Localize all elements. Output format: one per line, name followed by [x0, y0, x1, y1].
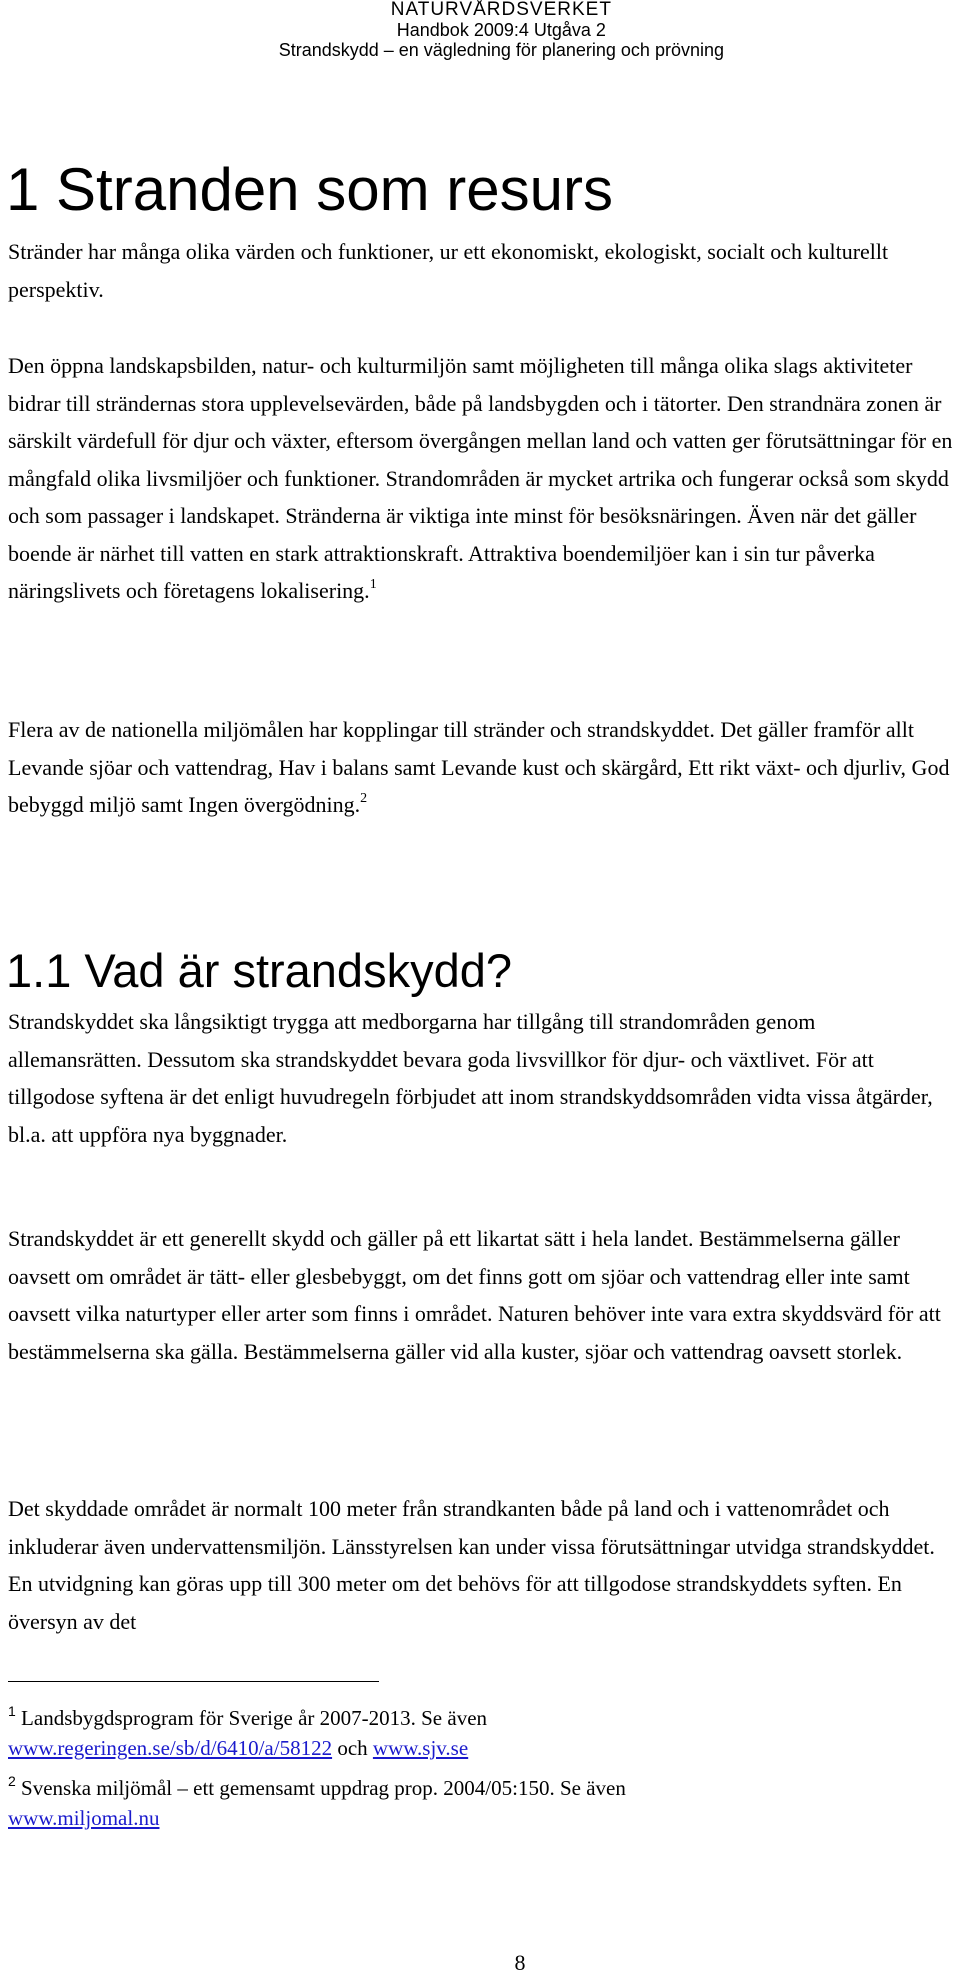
page-header — [279, 0, 724, 60]
chapter-title: 1 Stranden som resurs — [6, 156, 613, 223]
footnote-1-join: och — [332, 1736, 373, 1760]
footnote-1-text: Landsbygdsprogram för Sverige år 2007-2013. Se även — [15, 1706, 488, 1730]
footnote-2-marker: 2 — [8, 1773, 16, 1789]
footnote-1-link-sjv[interactable]: www.sjv.se — [372, 1736, 469, 1760]
chapter-paragraph-2 — [8, 347, 953, 610]
page-number: 8 — [514, 1950, 526, 1975]
footnote-1-marker: 1 — [8, 1703, 16, 1719]
chapter-paragraph-1: Stränder har många olika värden och funktioner, ur ett ekonomiskt, ekologiskt, socialt och kulturellt perspektiv. — [8, 239, 889, 302]
footnote-ref-2[interactable]: 2 — [360, 791, 368, 806]
header-org: NATURVÅRDSVERKET — [390, 0, 612, 20]
footnote-1-link-regeringen[interactable]: www.regeringen.se/sb/d/6410/a/58122 — [8, 1736, 333, 1760]
footnote-2 — [8, 1773, 953, 1833]
paragraph-3-text: Flera av de nationella miljömålen har kopplingar till stränder och strandskyddet. Det gäller framför allt Levande sjöar och vattendrag, Hav i balans samt Levande kust och skärgård, Ett rikt växt- och djurliv, God bebyggd miljö samt Ingen övergödning. — [8, 717, 950, 817]
footnote-separator — [8, 1681, 379, 1682]
section-paragraph-3: Det skyddade området är normalt 100 meter från strandkanten både på land och i vattenområdet och inkluderar även undervattensmiljön. Länsstyrelsen kan under vissa förutsättningar utvidga strandskyddet. En utvidgning kan göras upp till 300 meter om det behövs för att tillgodose strandskyddets syften. En översyn av det — [8, 1496, 935, 1634]
section-paragraph-1: Strandskyddet ska långsiktigt trygga att medborgarna har tillgång till strandområden genom allemansrätten. Dessutom ska strandskyddet bevara goda livsvillkor för djur- och växtlivet. För att tillgodose syftena är det enligt huvudregeln förbjudet att inom strandskyddsområden vidta vissa åtgärder, bl.a. att uppföra nya byggnader. — [8, 1009, 933, 1147]
footnote-ref-1[interactable]: 1 — [369, 577, 377, 592]
footnote-1 — [8, 1703, 953, 1763]
section-title: 1.1 Vad är strandskydd? — [6, 944, 512, 997]
footnote-2-link-miljomal[interactable]: www.miljomal.nu — [8, 1806, 160, 1830]
header-subtitle: Strandskydd – en vägledning för planering och prövning — [278, 40, 724, 60]
chapter-paragraph-3 — [8, 711, 953, 824]
paragraph-2-text: Den öppna landskapsbilden, natur- och kulturmiljön samt möjligheten till många olika slags aktiviteter bidrar till strändernas stora upplevelsevärden, både på landsbygden och i tätorter. Den strandnära zonen är särskilt värdefull för djur och växter, eftersom övergången mellan land och vatten ger förutsättningar för en mångfald olika livsmiljöer och funktioner. Strandområden är mycket artrika och fungerar också som skydd och som passager i landskapet. Stränderna är viktiga inte minst för besöksnäringen. Även när det gäller boende är närhet till vatten en stark attraktionskraft. Attraktiva boendemiljöer kan i sin tur påverka näringslivets och företagens lokalisering. — [8, 353, 953, 603]
section-paragraph-2: Strandskyddet är ett generellt skydd och gäller på ett likartat sätt i hela landet. Bestämmelserna gäller oavsett om området är tätt- eller glesbebyggt, om det finns gott om sjöar och vattendrag eller inte samt oavsett vilka naturtyper eller arter som finns i området. Naturen behöver inte vara extra skyddsvärd för att bestämmelserna ska gälla. Bestämmelserna gäller vid alla kuster, sjöar och vattendrag oavsett storlek. — [8, 1226, 941, 1364]
footnote-2-text: Svenska miljömål – ett gemensamt uppdrag prop. 2004/05:150. Se även — [15, 1776, 626, 1800]
header-handbook: Handbok 2009:4 Utgåva 2 — [396, 20, 606, 40]
